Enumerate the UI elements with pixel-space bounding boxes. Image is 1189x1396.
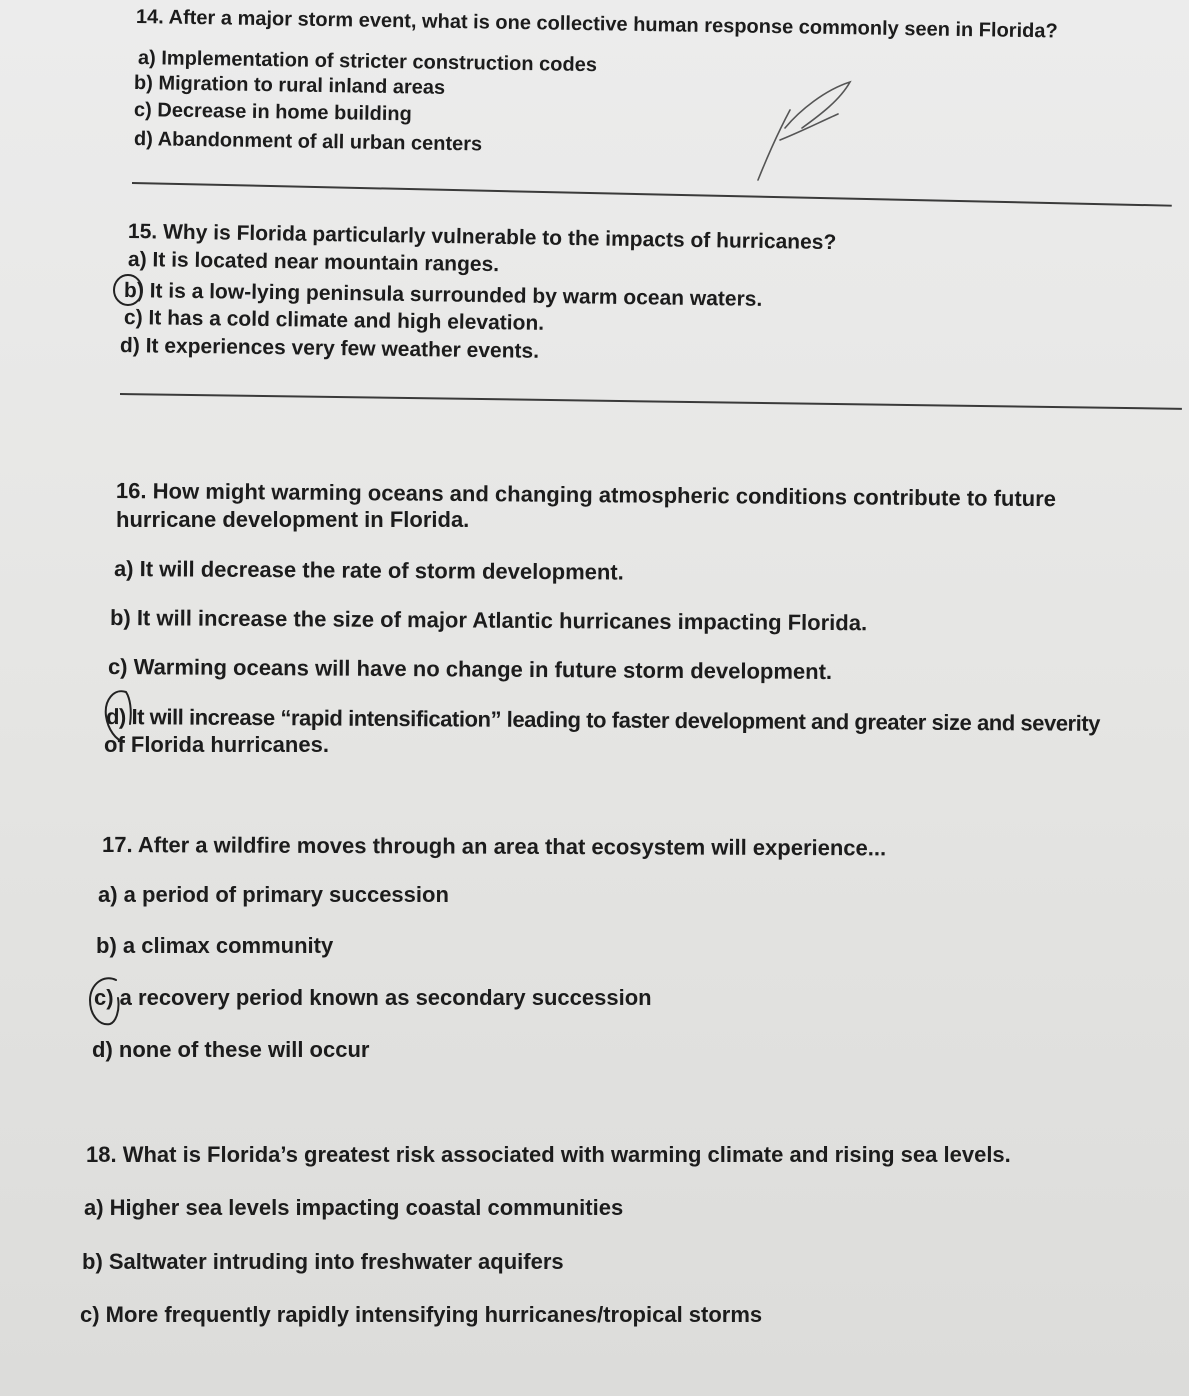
q14-option-a: a) Implementation of stricter construction codes	[137, 47, 598, 77]
divider-line	[120, 393, 1182, 410]
q16-option-d: d) It will increase “rapid intensification” leading to faster development and greater size and severity	[105, 704, 1101, 736]
question-18-text: What is Florida’s greatest risk associated with warming climate and rising sea levels.	[122, 1142, 1011, 1167]
q16-option-a: a) It will decrease the rate of storm development.	[113, 556, 624, 585]
q17-option-b: b) a climax community	[96, 933, 334, 958]
question-17-title	[102, 832, 886, 861]
q16-option-b: b) It will increase the size of major Atlantic hurricanes impacting Florida.	[109, 605, 868, 636]
question-17-number: 17.	[101, 832, 133, 858]
q15-option-b: b) It is a low-lying peninsula surrounded by warm ocean waters.	[123, 279, 763, 311]
question-14-title	[136, 6, 1058, 43]
question-18-title	[86, 1142, 1011, 1167]
question-15-number: 15.	[127, 220, 158, 244]
question-17-text: After a wildfire moves through an area that ecosystem will experience...	[137, 832, 887, 861]
question-14-text: After a major storm event, what is one collective human response commonly seen in Florida?	[168, 6, 1058, 43]
q15-option-d: d) It experiences very few weather events.	[119, 334, 540, 363]
q18-option-c: c) More frequently rapidly intensifying hurricanes/tropical storms	[80, 1302, 763, 1327]
q14-option-c: c) Decrease in home building	[133, 99, 412, 126]
divider-line	[132, 182, 1172, 207]
q16-option-d-continued: of Florida hurricanes.	[104, 732, 329, 757]
question-16-title-line2: hurricane development in Florida.	[116, 507, 470, 532]
q16-option-c: c) Warming oceans will have no change in future storm development.	[107, 654, 833, 685]
question-15-text: Why is Florida particularly vulnerable to the impacts of hurricanes?	[162, 220, 837, 255]
question-14-number: 14.	[135, 6, 164, 29]
q17-option-c: c) a recovery period known as secondary succession	[94, 985, 652, 1010]
q18-option-b: b) Saltwater intruding into freshwater aquifers	[82, 1249, 564, 1274]
q14-option-b: b) Migration to rural inland areas	[133, 72, 446, 99]
question-18-number: 18.	[86, 1142, 117, 1167]
q14-option-d: d) Abandonment of all urban centers	[133, 128, 483, 156]
q15-option-c: c) It has a cold climate and high elevation.	[123, 306, 545, 335]
q15-option-a: a) It is located near mountain ranges.	[127, 248, 500, 277]
q17-option-d: d) none of these will occur	[92, 1037, 370, 1062]
pencil-scribble-mark	[740, 70, 880, 190]
q18-option-a: a) Higher sea levels impacting coastal communities	[84, 1195, 624, 1220]
question-16-number: 16.	[115, 478, 147, 504]
question-16-text: How might warming oceans and changing atmospheric conditions contribute to future	[152, 478, 1057, 512]
q17-option-a: a) a period of primary succession	[98, 882, 449, 907]
